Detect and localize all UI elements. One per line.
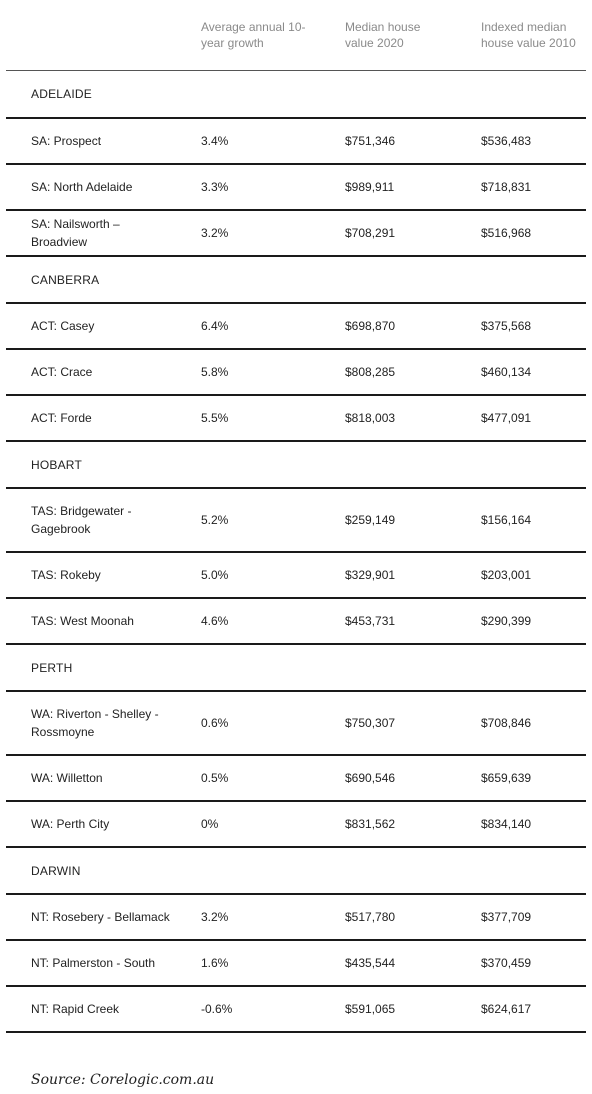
growth-cell: 3.2%: [176, 894, 320, 940]
suburb-cell: WA: Willetton: [6, 755, 176, 801]
table-row: [6, 801, 586, 847]
median-2020-cell: $517,780: [320, 894, 456, 940]
growth-cell: 3.3%: [176, 164, 320, 210]
suburb-cell: ACT: Crace: [6, 349, 176, 395]
source-caption: Source: Corelogic.com.au: [31, 1072, 215, 1088]
table-row: [6, 395, 586, 441]
table-row: [6, 894, 586, 940]
table-row: [6, 164, 586, 210]
growth-cell: 6.4%: [176, 303, 320, 349]
growth-cell: 4.6%: [176, 598, 320, 644]
table-row: [6, 210, 586, 256]
header-suburb: [6, 0, 176, 71]
header-growth: Average annual 10-year growth: [176, 0, 320, 71]
indexed-2010-cell: $203,001: [456, 552, 586, 598]
growth-cell: 5.0%: [176, 552, 320, 598]
suburb-cell: WA: Riverton - Shelley - Rossmoyne: [6, 691, 176, 755]
growth-cell: 0.6%: [176, 691, 320, 755]
median-2020-cell: $453,731: [320, 598, 456, 644]
table-row: [6, 349, 586, 395]
growth-cell: 1.6%: [176, 940, 320, 986]
group-row-perth: [6, 644, 586, 691]
table-row: [6, 598, 586, 644]
indexed-2010-cell: $708,846: [456, 691, 586, 755]
indexed-2010-cell: $477,091: [456, 395, 586, 441]
indexed-2010-cell: $659,639: [456, 755, 586, 801]
group-label: ADELAIDE: [6, 71, 586, 119]
table-header: [6, 0, 586, 71]
suburb-cell: ACT: Casey: [6, 303, 176, 349]
suburb-cell: ACT: Forde: [6, 395, 176, 441]
indexed-2010-cell: $460,134: [456, 349, 586, 395]
growth-cell: 5.2%: [176, 488, 320, 552]
suburb-cell: TAS: Rokeby: [6, 552, 176, 598]
suburb-cell: TAS: Bridgewater - Gagebrook: [6, 488, 176, 552]
header-indexed-2010: Indexed median house value 2010: [456, 0, 586, 71]
median-2020-cell: $750,307: [320, 691, 456, 755]
table-row: [6, 118, 586, 164]
suburb-cell: NT: Rapid Creek: [6, 986, 176, 1032]
suburb-cell: WA: Perth City: [6, 801, 176, 847]
group-label: PERTH: [6, 644, 586, 691]
table-row: [6, 552, 586, 598]
table-row: [6, 488, 586, 552]
median-2020-cell: $259,149: [320, 488, 456, 552]
indexed-2010-cell: $834,140: [456, 801, 586, 847]
header-row: [6, 0, 586, 71]
growth-table-container: [6, 0, 586, 1033]
group-row-adelaide: [6, 71, 586, 119]
group-row-darwin: [6, 847, 586, 894]
indexed-2010-cell: $377,709: [456, 894, 586, 940]
table-row: [6, 303, 586, 349]
median-2020-cell: $808,285: [320, 349, 456, 395]
group-label: HOBART: [6, 441, 586, 488]
group-label: DARWIN: [6, 847, 586, 894]
group-row-canberra: [6, 256, 586, 303]
growth-cell: 0%: [176, 801, 320, 847]
header-median-2020: Median house value 2020: [320, 0, 456, 71]
growth-cell: 5.8%: [176, 349, 320, 395]
indexed-2010-cell: $375,568: [456, 303, 586, 349]
growth-cell: -0.6%: [176, 986, 320, 1032]
table-row: [6, 755, 586, 801]
median-2020-cell: $435,544: [320, 940, 456, 986]
suburb-cell: NT: Rosebery - Bellamack: [6, 894, 176, 940]
suburb-cell: SA: Nailsworth – Broadview: [6, 210, 176, 256]
indexed-2010-cell: $718,831: [456, 164, 586, 210]
suburb-cell: SA: North Adelaide: [6, 164, 176, 210]
indexed-2010-cell: $516,968: [456, 210, 586, 256]
growth-cell: 3.2%: [176, 210, 320, 256]
median-2020-cell: $818,003: [320, 395, 456, 441]
median-2020-cell: $698,870: [320, 303, 456, 349]
suburb-cell: TAS: West Moonah: [6, 598, 176, 644]
indexed-2010-cell: $156,164: [456, 488, 586, 552]
table-row: [6, 986, 586, 1032]
median-2020-cell: $751,346: [320, 118, 456, 164]
indexed-2010-cell: $370,459: [456, 940, 586, 986]
group-row-hobart: [6, 441, 586, 488]
suburb-growth-table: [6, 0, 586, 1033]
median-2020-cell: $690,546: [320, 755, 456, 801]
median-2020-cell: $831,562: [320, 801, 456, 847]
median-2020-cell: $329,901: [320, 552, 456, 598]
table-body: [6, 71, 586, 1033]
group-label: CANBERRA: [6, 256, 586, 303]
table-row: [6, 940, 586, 986]
median-2020-cell: $708,291: [320, 210, 456, 256]
growth-cell: 3.4%: [176, 118, 320, 164]
median-2020-cell: $989,911: [320, 164, 456, 210]
indexed-2010-cell: $536,483: [456, 118, 586, 164]
growth-cell: 5.5%: [176, 395, 320, 441]
growth-cell: 0.5%: [176, 755, 320, 801]
suburb-cell: SA: Prospect: [6, 118, 176, 164]
suburb-cell: NT: Palmerston - South: [6, 940, 176, 986]
indexed-2010-cell: $290,399: [456, 598, 586, 644]
indexed-2010-cell: $624,617: [456, 986, 586, 1032]
table-row: [6, 691, 586, 755]
median-2020-cell: $591,065: [320, 986, 456, 1032]
